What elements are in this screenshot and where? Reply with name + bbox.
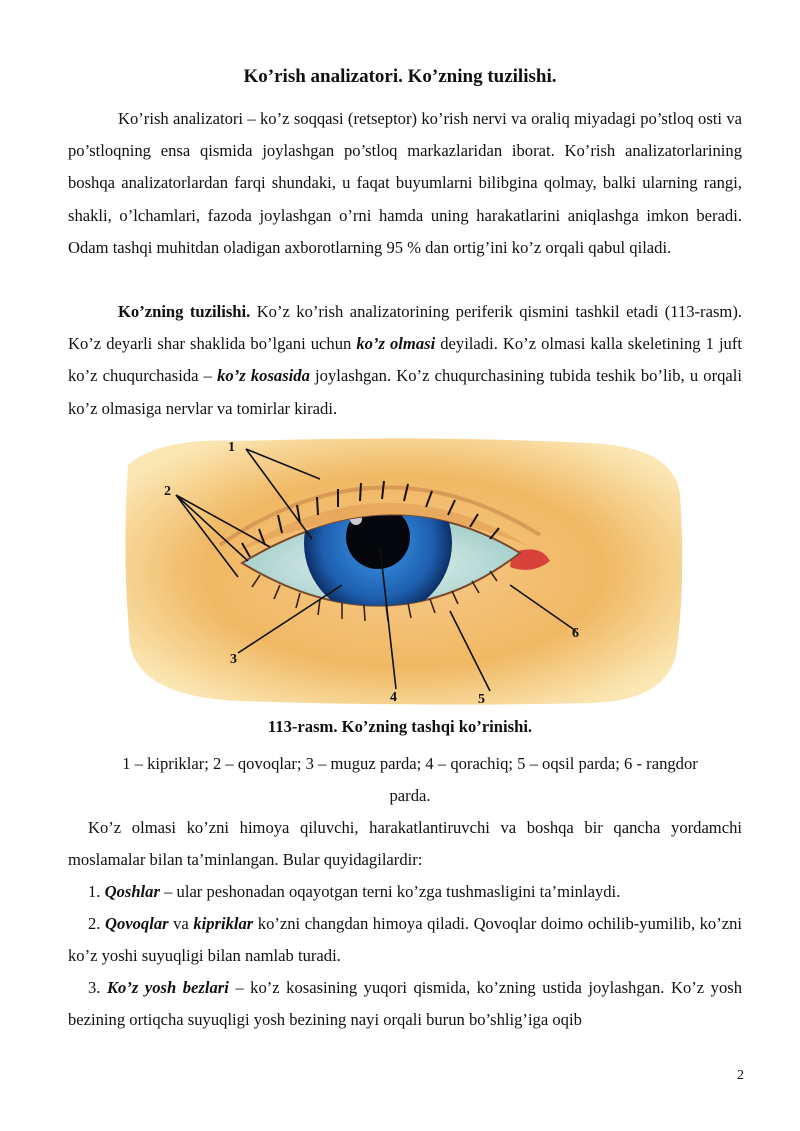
figure-label-2: 2 xyxy=(164,484,171,499)
eye-figure xyxy=(120,435,690,707)
paragraph-protective: Ko’z olmasi ko’zni himoya qiluvchi, harakatlantiruvchi va boshqa bir qancha yordamchi moslamalar bilan ta’minlangan. Bular quyidagilardir: xyxy=(68,818,742,870)
figure-caption-legend: 1 – kipriklar; 2 – qovoqlar; 3 – muguz parda; 4 – qorachiq; 5 – oqsil parda; 6 - rangdor parda. xyxy=(122,754,698,805)
figure-label-4: 4 xyxy=(390,690,397,705)
figure-label-1: 1 xyxy=(228,440,235,455)
term-eyeball: ko’z olmasi xyxy=(356,334,436,354)
section-lead: Ko’zning tuzilishi. xyxy=(118,302,251,321)
list-term: Qovoqlar xyxy=(104,914,169,933)
paragraph-text: deyiladi. Ko’z olmasi kalla skeletining 1 juft ko’z chuqurchasida – xyxy=(68,334,742,386)
figure-label-5: 5 xyxy=(478,692,485,707)
paragraph-text: joylashgan. Ko’z chuqurchasining tubida teshik bo’lib, u orqali ko’z olmasiga nervlar va tomirlar kiradi. xyxy=(68,366,743,418)
list-text: va xyxy=(168,914,194,933)
figure-label-6: 6 xyxy=(572,626,579,641)
list-item xyxy=(68,972,742,1036)
list-number: 3. xyxy=(88,978,107,997)
paragraph-structure xyxy=(68,296,742,425)
list-term: Qoshlar xyxy=(104,882,160,901)
page-title: Ko’rish analizatori. Ko’zning tuzilishi. xyxy=(243,66,557,87)
list-term: kipriklar xyxy=(193,914,254,933)
list-text: ko’zni changdan himoya qiladi. Qovoqlar doimo ochilib-yumilib, ko’zni ko’z yoshi suyuqligi bilan namlab turadi. xyxy=(68,914,743,966)
paragraph-text: Ko’z ko’rish analizatorining periferik qismini tashkil etadi (113-rasm). Ko’z deyarli shar shaklida bo’lgani uchun xyxy=(68,302,742,354)
list-text: – ular peshonadan oqayotgan terni ko’zga tushmasligini ta’minlaydi. xyxy=(159,882,621,901)
page-number: 2 xyxy=(737,1068,744,1083)
term-orbit: ko’z kosasida xyxy=(217,366,310,386)
list-number: 1. xyxy=(88,882,105,901)
list-item xyxy=(68,908,742,972)
figure-label-3: 3 xyxy=(230,652,237,667)
figure-caption-title: 113-rasm. Ko’zning tashqi ko’rinishi. xyxy=(267,717,533,736)
paragraph-intro: Ko’rish analizatori – ko’z soqqasi (retseptor) ko’rish nervi va oraliq miyadagi po’stloq osti va po’stloqning ensa qismida joylashgan po’stloq markazlaridan iborat. Ko’rish analizatorlarining boshqa analizatorlardan farqi shundaki, u faqat buyumlarni bilibgina qolmay, balki ularning rangi, shakli, o’lchamlari, fazoda joylashgan o’rni hamda uning harakatlarini aniqlashga imkon beradi. Odam tashqi muhitdan oladigan axborotlarning 95 % dan ortig’ini ko’z orqali qabul qiladi. xyxy=(68,109,742,257)
list-number: 2. xyxy=(88,914,105,933)
list-term: Ko’z yosh bezlari xyxy=(106,978,229,997)
list-text: – ko’z kosasining yuqori qismida, ko’zning ustida joylashgan. Ko’z yosh bezining ortiqcha suyuqligi yosh bezining nayi orqali burun bo’shlig’iga oqib xyxy=(68,978,743,1030)
list-item xyxy=(68,876,742,908)
